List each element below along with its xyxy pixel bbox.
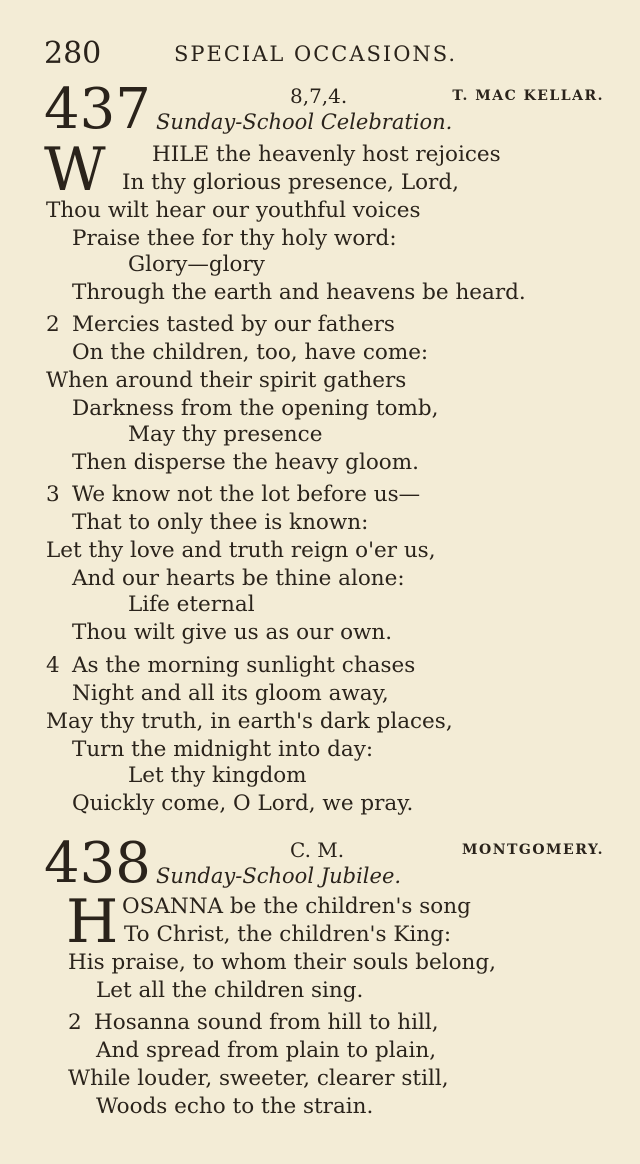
stanza-number: 2	[68, 1010, 82, 1035]
hymn-meter: 8,7,4.	[290, 84, 348, 108]
verse-line: Let all the children sing.	[96, 978, 364, 1003]
hymn-title: Sunday-School Jubilee.	[156, 864, 402, 888]
page-number: 280	[44, 36, 102, 71]
hymn-number: 437	[44, 77, 151, 142]
drop-cap: W	[44, 135, 106, 205]
verse-text: We know not the lot before us—	[72, 482, 421, 507]
verse-line: And spread from plain to plain,	[96, 1038, 437, 1063]
verse-line: May thy truth, in earth's dark places,	[46, 709, 453, 734]
verse-line: Woods echo to the strain.	[96, 1094, 374, 1119]
verse-line: Thou wilt give us as our own.	[72, 620, 393, 645]
verse-line: And our hearts be thine alone:	[72, 566, 405, 591]
verse-line: While louder, sweeter, clearer still,	[68, 1066, 449, 1091]
verse-line: Night and all its gloom away,	[72, 681, 389, 706]
verse-line: When around their spirit gathers	[46, 368, 407, 393]
verse-line: Through the earth and heavens be heard.	[72, 280, 526, 305]
hymn-title: Sunday-School Celebration.	[156, 110, 453, 134]
verse-line: Darkness from the opening tomb,	[72, 396, 439, 421]
verse-line: Let thy love and truth reign o'er us,	[46, 538, 436, 563]
verse-line: Thou wilt hear our youthful voices	[46, 198, 421, 223]
verse-line: Turn the midnight into day:	[72, 737, 374, 762]
hymn-author: MONTGOMERY.	[462, 842, 604, 858]
verse-line	[46, 652, 415, 680]
verse-line: To Christ, the children's King:	[124, 922, 452, 947]
hymn-author: T. MAC KELLAR.	[452, 88, 604, 104]
verse-line: Then disperse the heavy gloom.	[72, 450, 419, 475]
verse-line: Glory—glory	[128, 252, 265, 277]
stanza-number: 2	[46, 312, 60, 337]
hymn-438-header	[44, 831, 604, 896]
verse-line: That to only thee is known:	[72, 510, 369, 535]
verse-line	[68, 1009, 439, 1037]
verse-text: Mercies tasted by our fathers	[72, 312, 395, 337]
verse-line: On the children, too, have come:	[72, 340, 429, 365]
verse-line: In thy glorious presence, Lord,	[122, 170, 459, 195]
hymn-437-header	[44, 77, 604, 142]
verse-line: HILE the heavenly host rejoices	[152, 142, 501, 167]
drop-cap: H	[66, 887, 119, 957]
stanza-number: 4	[46, 653, 60, 678]
verse-text: Hosanna sound from hill to hill,	[94, 1010, 439, 1035]
verse-line: Let thy kingdom	[128, 763, 307, 788]
verse-line: May thy presence	[128, 422, 323, 447]
verse-line: Life eternal	[128, 592, 255, 617]
verse-line: His praise, to whom their souls belong,	[68, 950, 497, 975]
verse-line	[46, 311, 395, 339]
verse-line: OSANNA be the children's song	[122, 894, 471, 919]
running-head: SPECIAL OCCASIONS.	[174, 42, 458, 66]
verse-line	[46, 481, 420, 509]
page-header	[44, 36, 604, 70]
stanza-number: 3	[46, 482, 60, 507]
hymn-number: 438	[44, 831, 151, 896]
hymn-meter: C. M.	[290, 838, 345, 862]
verse-line: Quickly come, O Lord, we pray.	[72, 791, 414, 816]
verse-text: As the morning sunlight chases	[72, 653, 416, 678]
verse-line: Praise thee for thy holy word:	[72, 226, 397, 251]
